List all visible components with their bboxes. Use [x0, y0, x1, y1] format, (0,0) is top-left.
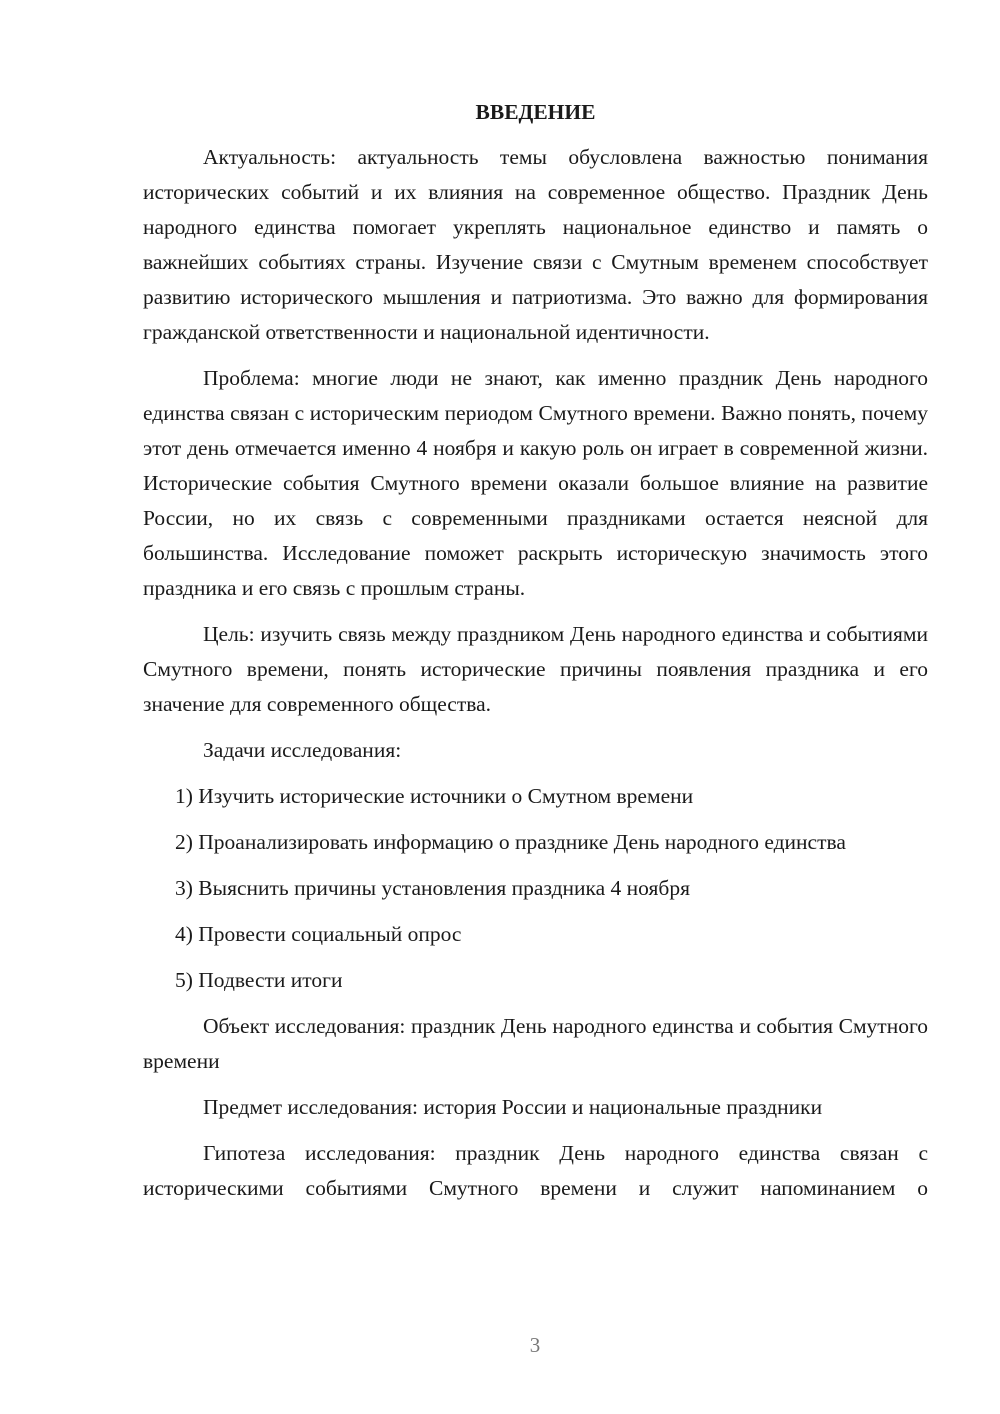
paragraph-subject: Предмет исследования: история России и национальные праздники [203, 1095, 823, 1119]
page-number: 3 [529, 1333, 541, 1357]
section-title: ВВЕДЕНИЕ [475, 100, 596, 124]
paragraph-object: Объект исследования: праздник День народного единства и события Смутного времени [143, 1014, 928, 1073]
task-item-4: 4) Провести социальный опрос [175, 922, 462, 946]
paragraph-problem: Проблема: многие люди не знают, как именно праздник День народного единства связан с историческим периодом Смутного времени. Важно понять, почему этот день отмечается именно 4 ноября и какую роль он играет в современной жизни. Исторические события Смутного времени оказали большое влияние на развитие России, но их связь с современными праздниками остается неясной для большинства. Исследование поможет раскрыть историческую значимость этого праздника и его связь с прошлым страны. [143, 366, 928, 600]
task-item-2: 2) Проанализировать информацию о празднике День народного единства [175, 830, 846, 854]
tasks-heading: Задачи исследования: [203, 738, 402, 762]
task-item-1: 1) Изучить исторические источники о Смутном времени [175, 784, 694, 808]
paragraph-hypothesis: Гипотеза исследования: праздник День народного единства связан с историческими событиями Смутного времени и служит напоминанием о [143, 1141, 928, 1200]
task-item-5: 5) Подвести итоги [175, 968, 343, 992]
task-item-3: 3) Выяснить причины установления праздника 4 ноября [175, 876, 690, 900]
paragraph-relevance: Актуальность: актуальность темы обусловлена важностью понимания исторических событий и их влияния на современное общество. Праздник День народного единства помогает укреплять национальное единство и память о важнейших событиях страны. Изучение связи с Смутным временем способствует развитию исторического мышления и патриотизма. Это важно для формирования гражданской ответственности и национальной идентичности. [143, 145, 928, 344]
paragraph-goal: Цель: изучить связь между праздником День народного единства и событиями Смутного времени, понять исторические причины появления праздника и его значение для современного общества. [143, 622, 928, 716]
document-page [143, 95, 928, 1217]
